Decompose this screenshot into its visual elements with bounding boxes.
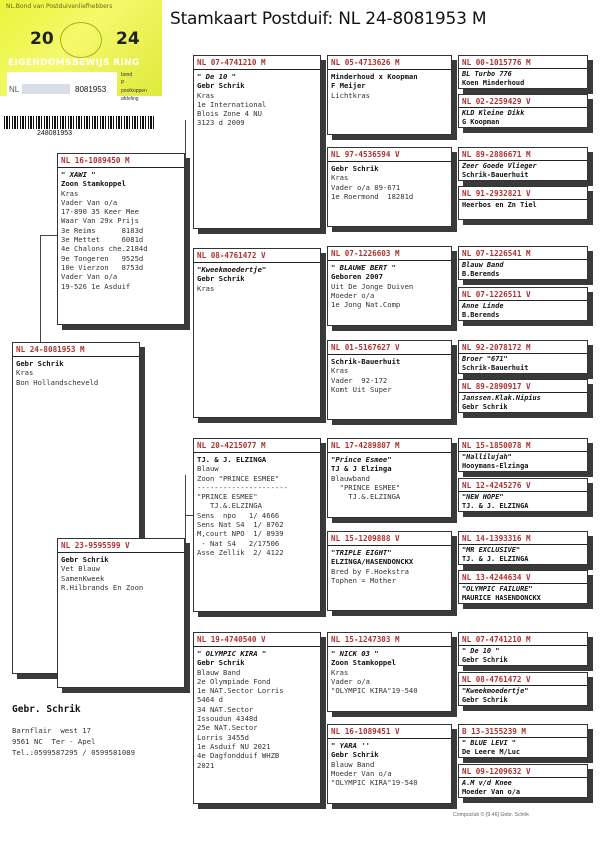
- card-line: B.Berends: [462, 310, 500, 319]
- card-divider: [328, 69, 451, 70]
- card-line: " BLAUWE BERT ": [331, 263, 396, 272]
- card-line: Kras: [197, 283, 215, 293]
- card-line: 10e Vierzon 8753d: [61, 262, 144, 272]
- card-line: G Koopman: [462, 117, 500, 126]
- connector: [40, 235, 41, 345]
- connector: [322, 470, 323, 555]
- card-line: Issoudun 4348d: [197, 714, 258, 724]
- ring-certificate-brand: EIGENDOMSBEWIJS RING: [8, 58, 140, 68]
- card-divider: [194, 646, 320, 647]
- card-line: - Nat S4 2/17506: [197, 538, 280, 548]
- card-divider: [194, 452, 320, 453]
- owner-name: Gebr. Schrik: [12, 704, 81, 715]
- card-line: 3e Reims 8183d: [61, 225, 144, 235]
- connector: [322, 660, 323, 735]
- pedigree-card-mm[interactable]: [193, 632, 321, 804]
- card-line: Blois Zone 4 NU: [197, 109, 262, 119]
- card-divider: [194, 69, 320, 70]
- card-line: "PRINCE ESMEE": [197, 492, 258, 502]
- ring-year-left: 20: [30, 29, 54, 49]
- card-line: Gebr Schrik: [462, 402, 508, 411]
- pedigree-card-g1[interactable]: [458, 55, 588, 89]
- card-line: "Kweekmoedertje": [462, 687, 529, 695]
- ring-number: 8081953: [75, 85, 107, 94]
- page-title: Stamkaart Postduif: NL 24-8081953 M: [170, 9, 487, 29]
- pedigree-card-g9[interactable]: [458, 438, 588, 472]
- card-line: " NICK 03 ": [331, 649, 379, 658]
- card-line: Janssen.Klak.Nipius: [462, 394, 541, 402]
- ring-number: NL 05-4713626 M: [331, 58, 400, 67]
- card-line: "Hallilujah": [462, 453, 512, 461]
- card-divider: [328, 646, 451, 647]
- connector: [185, 245, 186, 285]
- card-divider: [328, 452, 451, 453]
- card-line: Zoon Stamkoppel: [331, 658, 396, 668]
- ring-number: NL 89-2890917 V: [462, 382, 531, 391]
- card-line: MAURICE HASENDONCKX: [462, 593, 541, 602]
- ring-number: NL 08-4761472 V: [462, 675, 531, 684]
- ring-number: NL 09-1209632 V: [462, 767, 531, 776]
- card-line: Blauw: [197, 464, 219, 474]
- card-divider: [459, 491, 587, 492]
- card-line: Vader Van o/a: [61, 272, 118, 282]
- pedigree-card-g5[interactable]: [458, 246, 588, 280]
- pedigree-card-g8[interactable]: [458, 379, 588, 413]
- owner-phone: Tel.:0599587295 / 0599581089: [12, 748, 136, 757]
- card-line: "TRIPLE EIGHT": [331, 548, 392, 557]
- ring-number: NL 15-1247303 M: [331, 635, 400, 644]
- card-line: TJ. & J. ELZINGA: [462, 501, 529, 510]
- card-line: Waar Van 29x Prijs: [61, 216, 139, 226]
- card-divider: [459, 685, 587, 686]
- card-line: Zoon "PRINCE ESMEE": [197, 473, 280, 483]
- pedigree-card-g16[interactable]: [458, 764, 588, 798]
- card-divider: [13, 356, 139, 357]
- card-line: BL Turbo 776: [462, 70, 512, 78]
- card-line: "Kweekmoedertje": [197, 265, 267, 274]
- card-line: Hooymans-Elzinga: [462, 461, 529, 470]
- card-line: Gebr Schrik: [331, 164, 379, 173]
- card-line: Minderhoud x Koopman: [331, 72, 418, 81]
- card-divider: [459, 583, 587, 584]
- card-line: "OLYMPIC KIRA"19-540: [331, 686, 418, 696]
- ring-number: NL 15-1209888 V: [331, 534, 400, 543]
- barcode-icon: [4, 116, 156, 129]
- card-line: Schrik-Bauerhuit: [462, 170, 529, 179]
- card-line: 5464 d: [197, 695, 223, 705]
- card-line: Gebr Schrik: [61, 555, 109, 564]
- card-divider: [459, 353, 587, 354]
- card-line: " YARA '': [331, 741, 370, 750]
- card-line: Komt Uit Super: [331, 384, 392, 394]
- card-line: B.Berends: [462, 269, 500, 278]
- card-line: 3e Mettet 6081d: [61, 235, 144, 245]
- ring-number: NL 23-9595599 V: [61, 541, 130, 550]
- card-divider: [328, 260, 451, 261]
- card-line: 17-890 35 Keer Mee: [61, 207, 139, 217]
- pedigree-card-mfm[interactable]: [327, 531, 452, 611]
- ring-number: NL 20-4215077 M: [197, 441, 266, 450]
- card-line: 2e Olympiade Fond: [197, 676, 271, 686]
- ring-number: NL 08-4761472 V: [197, 251, 266, 260]
- ring-number: NL 14-1393316 M: [462, 534, 531, 543]
- card-line: Moeder o/a: [331, 290, 375, 300]
- connector: [185, 475, 186, 565]
- pedigree-card-fmm[interactable]: [327, 340, 452, 420]
- card-divider: [58, 167, 184, 168]
- ring-certificate-header: NL.Bond van Postduivenliefhebbers: [6, 3, 113, 10]
- card-divider: [328, 161, 451, 162]
- card-line: 1e NAT.Sector Lorris: [197, 686, 284, 696]
- ring-number: NL 97-4536594 V: [331, 150, 400, 159]
- card-line: Gebr Schrik: [197, 274, 245, 284]
- card-line: Sens Nat S4 1/ 8762: [197, 520, 284, 530]
- connector: [322, 95, 323, 165]
- card-line: 2021: [197, 760, 215, 770]
- card-line: 4e Chalons che.2184d: [61, 244, 148, 254]
- ring-number: NL 00-1015776 M: [462, 58, 531, 67]
- pedigree-card-g15[interactable]: [458, 724, 588, 758]
- card-line: R.Hilbrands En Zoon: [61, 582, 144, 592]
- card-line: " OLYMPIC KIRA ": [197, 649, 267, 658]
- card-line: Schrik-Bauerhuit: [462, 363, 529, 372]
- card-line: Kras: [61, 188, 79, 198]
- card-line: A.M v/d Knee: [462, 779, 512, 787]
- card-line: Anne Linde: [462, 302, 504, 310]
- card-line: Gebr Schrik: [462, 695, 508, 704]
- card-line: Blauw Band: [462, 261, 504, 269]
- card-line: 34 NAT.Sector: [197, 704, 254, 714]
- ring-number: NL 91-2932821 V: [462, 189, 531, 198]
- pedigree-card-g10[interactable]: [458, 478, 588, 512]
- card-line: "MR EXCLUSIVE": [462, 546, 521, 554]
- card-line: Blauw Band: [197, 667, 241, 677]
- connector: [185, 570, 186, 680]
- card-line: Tophen = Mother: [331, 575, 396, 585]
- card-divider: [328, 738, 451, 739]
- card-line: Blauw Band: [331, 759, 375, 769]
- seal-icon: [60, 22, 102, 58]
- ring-number: NL 13-4244634 V: [462, 573, 531, 582]
- card-line: TJ. & J. ELZINGA: [462, 554, 529, 563]
- card-line: " XAWI ": [61, 170, 96, 179]
- card-line: Vet Blauw: [61, 564, 100, 574]
- ring-number: NL 24-8081953 M: [16, 345, 85, 354]
- card-divider: [459, 737, 587, 738]
- card-divider: [459, 259, 587, 260]
- card-line: Kras: [16, 368, 34, 378]
- card-line: "OLYMPIC KIRA"19-540: [331, 778, 418, 788]
- card-line: Lichtkras: [331, 90, 370, 100]
- card-line: Broer "671": [462, 355, 508, 363]
- card-divider: [459, 777, 587, 778]
- ring-label-postkoppen: postkoppen: [121, 88, 147, 94]
- card-line: M,court NPO 1/ 8939: [197, 529, 284, 539]
- ring-number: NL 19-4740540 V: [197, 635, 266, 644]
- footer-credit: Compuclub © [9.46] Gebr. Schrik: [453, 812, 529, 818]
- card-line: Gebr Schrik: [197, 658, 245, 668]
- card-line: Gebr Schrik: [16, 359, 64, 368]
- card-line: Uit De Jonge Duiven: [331, 281, 414, 291]
- card-divider: [459, 392, 587, 393]
- card-line: " BLUE LEVI ": [462, 739, 516, 747]
- pedigree-card-g2[interactable]: [458, 94, 588, 128]
- card-line: ---------------------: [197, 482, 288, 492]
- card-line: TJ & J Elzinga: [331, 464, 392, 474]
- card-line: Koen Minderhoud: [462, 78, 525, 87]
- card-line: Gebr Schrik: [331, 750, 379, 760]
- card-line: " De 10 ": [462, 647, 500, 655]
- pedigree-card-fm[interactable]: [193, 248, 321, 418]
- card-line: Zoon Stamkoppel: [61, 179, 126, 189]
- card-line: Bon Hollandscheveld: [16, 377, 99, 387]
- card-line: De Leere M/Luc: [462, 747, 521, 756]
- card-divider: [459, 160, 587, 161]
- ring-number: NL 16-1089450 M: [61, 156, 130, 165]
- ring-year-right: 24: [116, 29, 140, 49]
- card-line: Kras: [331, 366, 349, 376]
- card-line: Sens npo 1/ 4666: [197, 510, 280, 520]
- pedigree-card-g4[interactable]: [458, 186, 588, 220]
- connector: [185, 120, 186, 240]
- card-line: Vader o/a: [331, 676, 370, 686]
- ring-number: NL 16-1089451 V: [331, 727, 400, 736]
- card-line: 1e International: [197, 99, 267, 109]
- card-line: Asse Zellik 2/ 4122: [197, 547, 284, 557]
- card-line: Schrik-Bauerhuit: [331, 357, 401, 366]
- ring-label-afdeling: afdeling: [121, 96, 139, 102]
- card-line: " De 10 ": [197, 72, 236, 81]
- barcode-number: 248081953: [37, 130, 73, 137]
- card-line: Kras: [331, 667, 349, 677]
- ring-number: NL 07-4741210 M: [197, 58, 266, 67]
- card-line: TJ.&.ELZINGA: [331, 492, 401, 502]
- card-line: ELZINGA/HASENDONCKX: [331, 557, 414, 567]
- card-line: TJ.&.ELZINGA: [197, 501, 262, 511]
- pedigree-card-mf[interactable]: [193, 438, 321, 612]
- ring-number: NL 07-1226603 M: [331, 249, 400, 258]
- pedigree-card-g6[interactable]: [458, 287, 588, 321]
- card-line: Moeder Van o/a: [462, 787, 521, 796]
- ring-number: NL 07-1226541 M: [462, 249, 531, 258]
- owner-address: Barnflair west 17: [12, 726, 92, 735]
- card-line: TJ. & J. ELZINGA: [197, 455, 267, 464]
- card-line: 3123 d 2009: [197, 118, 245, 128]
- card-line: SamenKweek: [61, 573, 105, 583]
- pedigree-card-g11[interactable]: [458, 531, 588, 565]
- pedigree-card-mmf[interactable]: [327, 632, 452, 712]
- ring-number: B 13-3155239 M: [462, 727, 527, 736]
- card-line: Zeer Goede Vlieger: [462, 162, 537, 170]
- pedigree-card-g14[interactable]: [458, 672, 588, 706]
- card-line: 4e Dagfondduif WHZB: [197, 751, 280, 761]
- ring-number: NL 07-4741210 M: [462, 635, 531, 644]
- ring-number: NL 89-2886671 M: [462, 150, 531, 159]
- ring-number: NL 92-2078172 M: [462, 343, 531, 352]
- card-line: "NEW HOPE": [462, 493, 504, 501]
- card-line: "PRINCE ESMEE": [331, 482, 401, 492]
- ring-number: NL 07-1226511 V: [462, 290, 531, 299]
- card-divider: [459, 451, 587, 452]
- card-line: 25e NAT.Sector: [197, 723, 258, 733]
- ring-number: NL 17-4289807 M: [331, 441, 400, 450]
- ring-label-bond: bond: [121, 72, 133, 78]
- connector: [322, 265, 323, 360]
- card-divider: [58, 552, 184, 553]
- pedigree-card-g7[interactable]: [458, 340, 588, 374]
- card-line: Vader o/a 89-671: [331, 182, 401, 192]
- card-line: Vader 92-172: [331, 375, 388, 385]
- ring-country: NL: [9, 85, 20, 94]
- card-divider: [328, 545, 451, 546]
- card-line: Geboren 2007: [331, 272, 383, 282]
- pedigree-card-g3[interactable]: [458, 147, 588, 181]
- card-divider: [459, 645, 587, 646]
- pedigree-card-g12[interactable]: [458, 570, 588, 604]
- card-line: Kras: [331, 173, 349, 183]
- connector: [185, 515, 193, 516]
- card-line: Bred by F.Hoekstra: [331, 566, 409, 576]
- pedigree-card-g13[interactable]: [458, 632, 588, 666]
- ring-number: NL 02-2259429 V: [462, 97, 531, 106]
- card-line: "Prince Esmee": [331, 455, 392, 464]
- card-divider: [328, 354, 451, 355]
- ring-certificate-card: [0, 0, 162, 142]
- card-line: Moeder Van o/a: [331, 768, 392, 778]
- pedigree-card-fmf[interactable]: [327, 246, 452, 326]
- card-line: Kras: [197, 90, 215, 100]
- ring-number: NL 01-5167627 V: [331, 343, 400, 352]
- card-line: 1e Asduif NU 2021: [197, 741, 271, 751]
- pedigree-card-fff[interactable]: [327, 55, 452, 135]
- card-divider: [459, 300, 587, 301]
- card-line: 19-526 1e Asduif: [61, 281, 131, 291]
- card-divider: [459, 199, 587, 200]
- card-line: F Meijer: [331, 81, 366, 91]
- card-line: Heerbos en Zn Tiel: [462, 201, 537, 209]
- redacted-block: [22, 84, 70, 94]
- card-line: "OLYMPIC FAILURE": [462, 585, 533, 593]
- pedigree-card-father[interactable]: [57, 153, 185, 325]
- card-line: Vader Van o/a: [61, 197, 118, 207]
- pedigree-card-ffm[interactable]: [327, 147, 452, 227]
- card-divider: [459, 544, 587, 545]
- card-divider: [194, 262, 320, 263]
- ring-number: NL 15-1850078 M: [462, 441, 531, 450]
- pedigree-card-ff[interactable]: [193, 55, 321, 229]
- card-line: Gebr Schrik: [462, 655, 508, 664]
- owner-block: [12, 704, 135, 758]
- card-divider: [459, 68, 587, 69]
- card-line: Blauwband: [331, 473, 370, 483]
- ring-label-p: P: [121, 80, 125, 86]
- card-line: 9e Tongeren 9525d: [61, 253, 144, 263]
- owner-postcode: 9561 NC Ter - Apel: [12, 737, 96, 746]
- card-line: KLD Kleine Dikk: [462, 109, 525, 117]
- card-line: Lorris 3455d: [197, 732, 249, 742]
- card-divider: [459, 107, 587, 108]
- pedigree-card-mother[interactable]: [57, 538, 185, 688]
- card-line: Gebr Schrik: [197, 81, 245, 91]
- pedigree-card-mmm[interactable]: [327, 724, 452, 804]
- card-line: 1e Jong Nat.Comp: [331, 300, 401, 310]
- pedigree-card-mff[interactable]: [327, 438, 452, 518]
- ring-number: NL 12-4245276 V: [462, 481, 531, 490]
- card-line: 1e Roermond 18281d: [331, 191, 414, 201]
